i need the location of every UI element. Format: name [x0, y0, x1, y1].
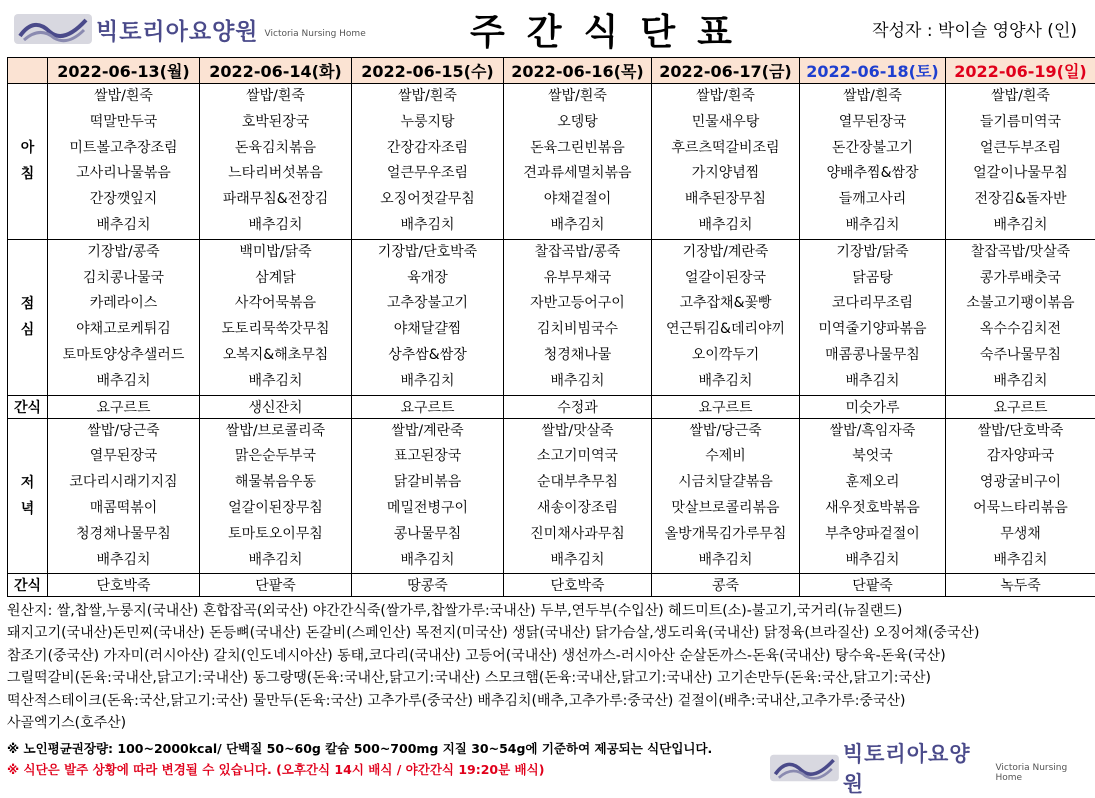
menu-item: 얼큰두부조림 [946, 136, 1095, 162]
origin-line: 원산지: 쌀,찹쌀,누룽지(국내산) 혼합잡곡(외국산) 야간간식죽(쌀가루,찹쌀가루:국내산) 두부,연두부(수입산) 헤드미트(소)-불고기,국거리(뉴질랜드) [7, 600, 1087, 622]
meal-cell [504, 84, 652, 240]
meal-cell [800, 84, 946, 240]
menu-item: 오이깍두기 [652, 343, 799, 369]
menu-item: 배추김치 [48, 548, 199, 574]
meal-label: 아 침 [8, 84, 48, 240]
meal-label: 간식 [8, 574, 48, 597]
menu-item: 진미채사과무침 [504, 522, 651, 548]
menu-item: 삼계닭 [200, 266, 351, 292]
menu-item: 간장감자조림 [352, 136, 503, 162]
menu-item: 사각어묵볶음 [200, 291, 351, 317]
menu-item: 쌀밥/흰죽 [652, 84, 799, 110]
menu-item: 기장밥/닭죽 [800, 240, 945, 266]
page-header [0, 0, 1095, 57]
meal-cell [48, 84, 200, 240]
menu-item: 배추김치 [200, 213, 351, 239]
snack-cell: 땅콩죽 [352, 574, 504, 597]
snack-cell: 단팥죽 [200, 574, 352, 597]
menu-item: 카레라이스 [48, 291, 199, 317]
logo [14, 10, 366, 48]
menu-item: 간장깻잎지 [48, 187, 199, 213]
menu-item: 돈간장불고기 [800, 136, 945, 162]
meal-cell [946, 418, 1095, 574]
logo-subtitle: Victoria Nursing Home [265, 29, 366, 39]
meal-cell [48, 239, 200, 395]
meal-label: 저 녁 [8, 418, 48, 574]
menu-item: 들깨고사리 [800, 187, 945, 213]
menu-item: 어묵느타리볶음 [946, 496, 1095, 522]
menu-item: 맑은순두부국 [200, 444, 351, 470]
meal-cell [352, 239, 504, 395]
menu-item: 배추김치 [200, 548, 351, 574]
menu-item: 견과류세멸치볶음 [504, 161, 651, 187]
menu-item: 오복지&해초무침 [200, 343, 351, 369]
meal-cell [352, 84, 504, 240]
menu-item: 옥수수김치전 [946, 317, 1095, 343]
menu-item: 부추양파겉절이 [800, 522, 945, 548]
meal-label: 간식 [8, 395, 48, 418]
menu-item: 기장밥/단호박죽 [352, 240, 503, 266]
menu-item: 고추장불고기 [352, 291, 503, 317]
meal-cell [200, 84, 352, 240]
menu-item: 배추김치 [652, 369, 799, 395]
menu-item: 배추된장무침 [652, 187, 799, 213]
menu-item: 백미밥/닭죽 [200, 240, 351, 266]
menu-item: 쌀밥/맛살죽 [504, 419, 651, 445]
menu-item: 배추김치 [504, 213, 651, 239]
menu-item: 자반고등어구이 [504, 291, 651, 317]
menu-item: 토마토양상추샐러드 [48, 343, 199, 369]
menu-item: 열무된장국 [800, 110, 945, 136]
meal-cell [652, 239, 800, 395]
menu-item: 미역줄기양파볶음 [800, 317, 945, 343]
snack-cell: 요구르트 [652, 395, 800, 418]
menu-item: 배추김치 [652, 548, 799, 574]
menu-item: 소불고기팽이볶음 [946, 291, 1095, 317]
menu-item: 쌀밥/당근죽 [652, 419, 799, 445]
menu-item: 파래무침&전장김 [200, 187, 351, 213]
menu-item: 배추김치 [504, 548, 651, 574]
menu-item: 오뎅탕 [504, 110, 651, 136]
menu-item: 감자양파국 [946, 444, 1095, 470]
logo-emblem-icon [770, 751, 839, 785]
page-title: 주간식단표 [470, 4, 754, 55]
meal-cell [946, 239, 1095, 395]
snack1-row [8, 395, 1095, 418]
menu-item: 얼큰무우조림 [352, 161, 503, 187]
menu-item: 고사리나물볶음 [48, 161, 199, 187]
menu-item: 닭갈비볶음 [352, 470, 503, 496]
menu-item: 쌀밥/흰죽 [946, 84, 1095, 110]
menu-item: 훈제오리 [800, 470, 945, 496]
menu-item: 배추김치 [48, 213, 199, 239]
menu-item: 배추김치 [800, 213, 945, 239]
logo-text: 빅토리아요양원 [843, 738, 990, 798]
notices [7, 738, 712, 780]
origin-line: 돼지고기(국내산)돈민찌(국내산) 돈등뼈(국내산) 돈갈비(스페인산) 목전지(미국산) 생닭(국내산) 닭가슴살,생도리육(국내산) 닭정육(브라질산) 오징어채(중국산) [7, 622, 1087, 644]
menu-item: 쌀밥/단호박죽 [946, 419, 1095, 445]
menu-item: 메밀전병구이 [352, 496, 503, 522]
menu-item: 민물새우탕 [652, 110, 799, 136]
menu-item: 해물볶음우동 [200, 470, 351, 496]
menu-item: 미트볼고추장조림 [48, 136, 199, 162]
menu-item: 배추김치 [352, 548, 503, 574]
menu-item: 후르츠떡갈비조림 [652, 136, 799, 162]
menu-item: 얼갈이된장국 [652, 266, 799, 292]
menu-item: 표고된장국 [352, 444, 503, 470]
snack-cell: 콩죽 [652, 574, 800, 597]
menu-item: 숙주나물무침 [946, 343, 1095, 369]
menu-item: 배추김치 [800, 369, 945, 395]
date-header-saturday: 2022-06-18(토) [800, 58, 946, 84]
menu-item: 야채겉절이 [504, 187, 651, 213]
breakfast-row [8, 84, 1095, 240]
menu-item: 영광굴비구이 [946, 470, 1095, 496]
menu-item: 야채고로케튀김 [48, 317, 199, 343]
menu-item: 연근튀김&데리야끼 [652, 317, 799, 343]
origin-line: 떡산적스테이크(돈육:국산,닭고기:국산) 물만두(돈육:국산) 고추가루(중국산) 배추김치(배추,고추가루:중국산) 겉절이(배추:국내산,고추가루:중국산) [7, 690, 1087, 712]
menu-item: 쌀밥/당근죽 [48, 419, 199, 445]
menu-item: 유부무채국 [504, 266, 651, 292]
menu-item: 쌀밥/계란죽 [352, 419, 503, 445]
meal-cell [652, 84, 800, 240]
menu-item: 배추김치 [48, 369, 199, 395]
change-notice: ※ 식단은 발주 상황에 따라 변경될 수 있습니다. (오후간식 14시 배식 / 야간간식 19:20분 배식) [7, 759, 712, 780]
menu-item: 쌀밥/흰죽 [200, 84, 351, 110]
menu-item: 얼갈이나물무침 [946, 161, 1095, 187]
meal-cell [200, 418, 352, 574]
menu-item: 야채달걀찜 [352, 317, 503, 343]
menu-item: 호박된장국 [200, 110, 351, 136]
menu-item: 매콤떡볶이 [48, 496, 199, 522]
author-line: 작성자 : 박이슬 영양사 (인) [872, 16, 1077, 41]
menu-item: 얼갈이된장무침 [200, 496, 351, 522]
menu-item: 느타리버섯볶음 [200, 161, 351, 187]
menu-item: 올방개묵김가루무침 [652, 522, 799, 548]
snack-cell: 단호박죽 [48, 574, 200, 597]
menu-item: 상추쌈&쌈장 [352, 343, 503, 369]
date-header: 2022-06-15(수) [352, 58, 504, 84]
menu-item: 고추잡채&꽃빵 [652, 291, 799, 317]
dinner-row [8, 418, 1095, 574]
menu-item: 기장밥/콩죽 [48, 240, 199, 266]
menu-item: 전장김&돌자반 [946, 187, 1095, 213]
menu-item: 북엇국 [800, 444, 945, 470]
menu-item: 콩나물무침 [352, 522, 503, 548]
menu-item: 쌀밥/흰죽 [48, 84, 199, 110]
date-header: 2022-06-17(금) [652, 58, 800, 84]
date-header-row [8, 58, 1095, 84]
menu-item: 찰잡곡밥/콩죽 [504, 240, 651, 266]
menu-item: 떡말만두국 [48, 110, 199, 136]
logo-text: 빅토리아요양원 [96, 13, 259, 46]
menu-item: 소고기미역국 [504, 444, 651, 470]
origin-line: 사골엑기스(호주산) [7, 712, 1087, 734]
menu-item: 청경채나물무침 [48, 522, 199, 548]
menu-item: 새우젓호박볶음 [800, 496, 945, 522]
menu-item: 배추김치 [504, 369, 651, 395]
menu-item: 닭곰탕 [800, 266, 945, 292]
menu-item: 쌀밥/흑임자죽 [800, 419, 945, 445]
menu-item: 콩가루배춧국 [946, 266, 1095, 292]
meal-cell [352, 418, 504, 574]
menu-item: 배추김치 [946, 548, 1095, 574]
menu-table [7, 57, 1095, 597]
menu-item: 무생채 [946, 522, 1095, 548]
menu-item: 배추김치 [652, 213, 799, 239]
meal-cell [48, 418, 200, 574]
snack-cell: 요구르트 [48, 395, 200, 418]
nutrition-notice: ※ 노인평균권장량: 100~2000kcal/ 단백질 50~60g 칼슘 500~700mg 지질 30~54g에 기준하여 제공되는 식단입니다. [7, 738, 712, 759]
menu-item: 양배추찜&쌈장 [800, 161, 945, 187]
snack-cell: 단호박죽 [504, 574, 652, 597]
meal-cell [504, 418, 652, 574]
menu-item: 배추김치 [946, 369, 1095, 395]
menu-item: 찰잡곡밥/맛살죽 [946, 240, 1095, 266]
menu-item: 김치비빔국수 [504, 317, 651, 343]
snack-cell: 수정과 [504, 395, 652, 418]
menu-item: 청경채나물 [504, 343, 651, 369]
date-header-sunday: 2022-06-19(일) [946, 58, 1095, 84]
snack-cell: 요구르트 [352, 395, 504, 418]
menu-item: 순대부추무침 [504, 470, 651, 496]
meal-cell [200, 239, 352, 395]
menu-item: 수제비 [652, 444, 799, 470]
menu-item: 오징어젓갈무침 [352, 187, 503, 213]
date-header: 2022-06-13(월) [48, 58, 200, 84]
origin-line: 참조기(중국산) 가자미(러시아산) 갈치(인도네시아산) 동태,코다리(국내산) 고등어(국내산) 생선까스-러시아산 순살돈까스-돈육(국내산) 탕수육-돈육(국산) [7, 645, 1087, 667]
menu-item: 토마토오이무침 [200, 522, 351, 548]
date-header: 2022-06-16(목) [504, 58, 652, 84]
menu-item: 쌀밥/흰죽 [800, 84, 945, 110]
menu-item: 쌀밥/흰죽 [352, 84, 503, 110]
menu-item: 맛살브로콜리볶음 [652, 496, 799, 522]
menu-item: 새송이장조림 [504, 496, 651, 522]
menu-item: 쌀밥/브로콜리죽 [200, 419, 351, 445]
menu-item: 들기름미역국 [946, 110, 1095, 136]
menu-item: 돈육그린빈볶음 [504, 136, 651, 162]
corner-cell [8, 58, 48, 84]
menu-item: 배추김치 [200, 369, 351, 395]
menu-item: 코다리무조림 [800, 291, 945, 317]
origin-info [7, 600, 1087, 734]
menu-item: 기장밥/계란죽 [652, 240, 799, 266]
meal-cell [800, 239, 946, 395]
menu-item: 도토리묵쑥갓무침 [200, 317, 351, 343]
menu-item: 배추김치 [800, 548, 945, 574]
date-header: 2022-06-14(화) [200, 58, 352, 84]
snack-cell: 미숫가루 [800, 395, 946, 418]
menu-item: 배추김치 [352, 369, 503, 395]
meal-cell [800, 418, 946, 574]
menu-item: 시금치달걀볶음 [652, 470, 799, 496]
snack2-row [8, 574, 1095, 597]
menu-item: 배추김치 [352, 213, 503, 239]
snack-cell: 녹두죽 [946, 574, 1095, 597]
meal-label: 점 심 [8, 239, 48, 395]
footer-logo [770, 738, 1095, 798]
logo-emblem-icon [14, 10, 92, 48]
menu-item: 누룽지탕 [352, 110, 503, 136]
menu-item: 김치콩나물국 [48, 266, 199, 292]
logo-subtitle: Victoria Nursing Home [995, 763, 1095, 783]
meal-cell [504, 239, 652, 395]
menu-item: 육개장 [352, 266, 503, 292]
snack-cell: 요구르트 [946, 395, 1095, 418]
menu-item: 열무된장국 [48, 444, 199, 470]
lunch-row [8, 239, 1095, 395]
meal-cell [652, 418, 800, 574]
menu-item: 가지양념찜 [652, 161, 799, 187]
menu-item: 쌀밥/흰죽 [504, 84, 651, 110]
menu-item: 배추김치 [946, 213, 1095, 239]
menu-item: 코다리시래기지짐 [48, 470, 199, 496]
menu-item: 돈육김치볶음 [200, 136, 351, 162]
origin-line: 그릴떡갈비(돈육:국내산,닭고기:국내산) 동그랑땡(돈육:국내산,닭고기:국내산) 스모크햄(돈육:국내산,닭고기:국내산) 고기손만두(돈육:국산,닭고기:국산) [7, 667, 1087, 689]
meal-cell [946, 84, 1095, 240]
snack-cell: 생신잔치 [200, 395, 352, 418]
menu-item: 매콤콩나물무침 [800, 343, 945, 369]
snack-cell: 단팥죽 [800, 574, 946, 597]
